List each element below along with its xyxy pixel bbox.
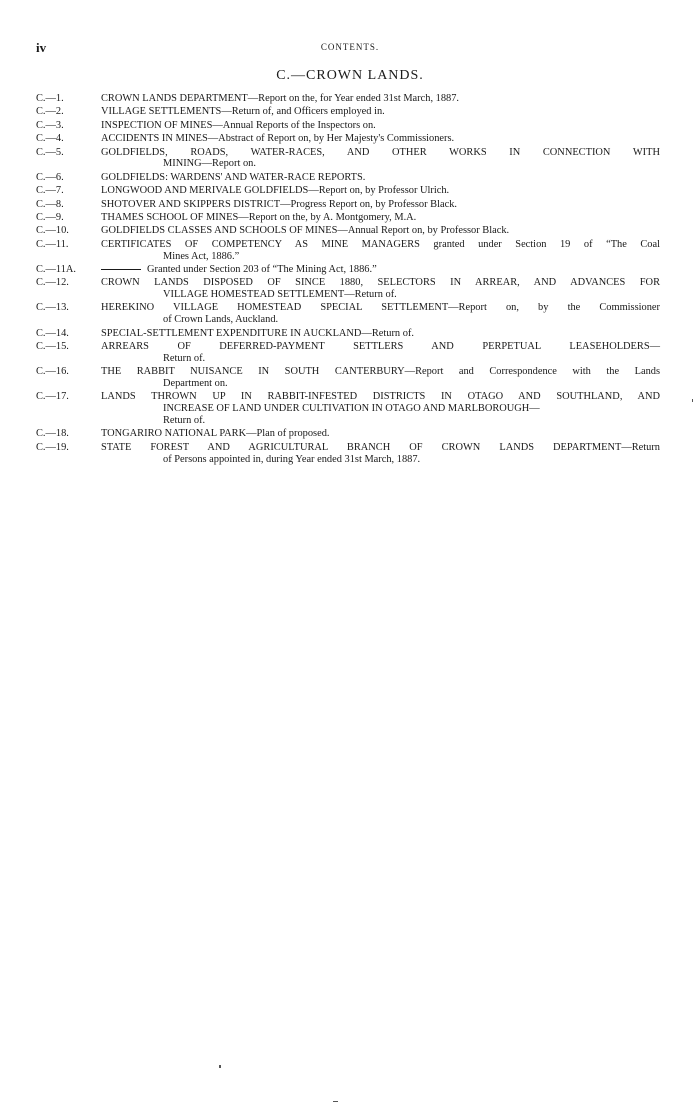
list-item <box>36 212 660 224</box>
entry-text: STATE FOREST AND AGRICULTURAL BRANCH OF CROWN LANDS DEPARTMENT—Return <box>101 441 660 453</box>
list-item <box>36 328 660 340</box>
entry-text: SPECIAL-SETTLEMENT EXPENDITURE IN AUCKLAND—Return of. <box>101 327 414 339</box>
entry-text: THE RABBIT NUISANCE IN SOUTH CANTERBURY—Report and Correspondence with the Lands <box>101 366 660 378</box>
entry-text: HEREKINO VILLAGE HOMESTEAD SPECIAL SETTLEMENT—Report on, by the Commissioner <box>101 302 660 314</box>
entry-code: C.—9. <box>36 211 64 223</box>
list-item <box>36 302 660 326</box>
list-item <box>36 239 660 263</box>
list-item <box>36 172 660 184</box>
entry-text: Granted under Section 203 of “The Mining Act, 1886.” <box>147 263 377 275</box>
entry-code: C.—14. <box>36 327 69 339</box>
entry-code: C.—5. <box>36 146 64 158</box>
entry-continuation: Department on. <box>163 378 228 390</box>
entry-text: GOLDFIELDS, ROADS, WATER-RACES, AND OTHER WORKS IN CONNECTION WITH <box>101 146 660 158</box>
list-item <box>36 185 660 197</box>
list-item <box>36 133 660 145</box>
list-item <box>36 93 660 105</box>
entry-continuation: Return of. <box>163 415 206 427</box>
entry-continuation: INCREASE OF LAND UNDER CULTIVATION IN OTAGO AND MARLBOROUGH— <box>163 403 540 415</box>
entry-code: C.—11. <box>36 238 69 250</box>
entry-text: LONGWOOD AND MERIVALE GOLDFIELDS—Report on, by Professor Ulrich. <box>101 185 450 197</box>
entry-code: C.—10. <box>36 225 69 237</box>
entry-text: TONGARIRO NATIONAL PARK—Plan of proposed. <box>101 428 330 440</box>
list-item <box>36 391 660 426</box>
entry-text: ARREARS OF DEFERRED-PAYMENT SETTLERS AND PERPETUAL LEASEHOLDERS— <box>101 341 660 353</box>
list-item <box>36 277 660 301</box>
list-item <box>36 147 660 171</box>
entry-text: CROWN LANDS DISPOSED OF SINCE 1880, SELECTORS IN ARREAR, AND ADVANCES FOR <box>101 277 660 289</box>
scan-speck <box>692 399 693 402</box>
entry-text: GOLDFIELDS: WARDENS' AND WATER-RACE REPORTS. <box>101 171 366 183</box>
entry-code: C.—19. <box>36 441 69 453</box>
entry-text: VILLAGE SETTLEMENTS—Return of, and Officers employed in. <box>101 106 385 118</box>
list-item <box>36 442 660 466</box>
entry-code: C.—6. <box>36 171 64 183</box>
running-title: CONTENTS. <box>320 42 380 52</box>
entry-continuation: Return of. <box>163 352 206 364</box>
entry-code: C.—8. <box>36 198 64 210</box>
list-item <box>36 341 660 365</box>
scan-speck <box>219 1065 221 1068</box>
entry-continuation: Mines Act, 1886.” <box>163 250 240 262</box>
list-item <box>36 106 660 118</box>
entry-continuation: of Crown Lands, Auckland. <box>163 314 279 326</box>
entry-code: C.—15. <box>36 341 69 353</box>
section-title: C.—CROWN LANDS. <box>276 68 424 83</box>
entry-text: INSPECTION OF MINES—Annual Reports of the Inspectors on. <box>101 119 376 131</box>
entry-text: LANDS THROWN UP IN RABBIT-INFESTED DISTRICTS IN OTAGO AND SOUTHLAND, AND <box>101 391 660 403</box>
entry-code: C.—7. <box>36 185 64 197</box>
ditto-dash <box>101 269 141 270</box>
entry-text: THAMES SCHOOL OF MINES—Report on the, by A. Montgomery, M.A. <box>101 211 417 223</box>
scan-speck <box>333 1101 338 1102</box>
entry-continuation: VILLAGE HOMESTEAD SETTLEMENT—Return of. <box>163 289 397 301</box>
entry-continuation: of Persons appointed in, during Year ended 31st March, 1887. <box>163 453 421 465</box>
entry-code: C.—3. <box>36 119 64 131</box>
entry-continuation: MINING—Report on. <box>163 158 256 170</box>
page-number: iv <box>36 40 47 55</box>
entry-code: C.—17. <box>36 391 69 403</box>
list-item <box>36 225 660 237</box>
entry-code: C.—16. <box>36 366 69 378</box>
list-item <box>36 428 660 440</box>
entry-text: SHOTOVER AND SKIPPERS DISTRICT—Progress Report on, by Professor Black. <box>101 198 457 210</box>
entry-text: GOLDFIELDS CLASSES AND SCHOOLS OF MINES—Annual Report on, by Professor Black. <box>101 225 510 237</box>
list-item <box>36 120 660 132</box>
entry-text: CROWN LANDS DEPARTMENT—Report on the, for Year ended 31st March, 1887. <box>101 93 460 104</box>
entry-code: C.—2. <box>36 106 64 118</box>
entry-code: C.—13. <box>36 302 69 314</box>
list-item <box>36 264 660 276</box>
entry-text: ACCIDENTS IN MINES—Abstract of Report on, by Her Majesty's Commissioners. <box>101 133 455 145</box>
entry-code: C.—18. <box>36 428 69 440</box>
entry-text: CERTIFICATES OF COMPETENCY AS MINE MANAGERS granted under Section 19 of “The Coal <box>101 238 660 250</box>
list-item <box>36 366 660 390</box>
list-item <box>36 199 660 211</box>
contents-list <box>36 93 660 467</box>
entry-code: C.—4. <box>36 133 64 145</box>
entry-code: C.—1. <box>36 93 64 104</box>
entry-code: C.—11A. <box>36 263 77 275</box>
entry-code: C.—12. <box>36 277 69 289</box>
